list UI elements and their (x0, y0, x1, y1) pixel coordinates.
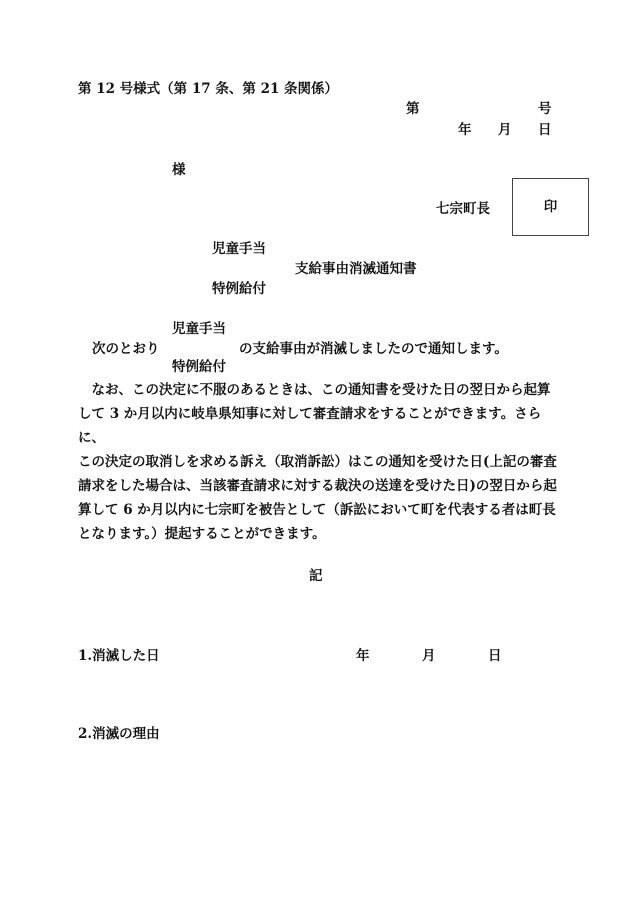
date-year: 年 (458, 122, 472, 138)
appeal-line: して 3 か月以内に岐阜県知事に対して審査請求をすることができます。さらに、 (78, 406, 542, 446)
item1-label: 1.消滅した日 (78, 648, 160, 664)
seal-label: 印 (543, 199, 558, 215)
item2-label: 2.消滅の理由 (78, 726, 160, 742)
form-header: 第 12 号様式（第 17 条、第 21 条関係） (78, 81, 339, 97)
title-option-lower: 特例給付 (212, 281, 266, 297)
notice-lead: 次のとおり (92, 341, 160, 357)
appeal-line: 算して 6 か月以内に七宗町を被告として（訴訟において町を代表する者は町長 (78, 502, 556, 518)
page-title: 支給事由消滅通知書 (295, 261, 417, 277)
issuer-name: 七宗町長 (436, 201, 490, 217)
seal-box (512, 178, 589, 236)
appeal-line: この決定の取消しを求める訴え（取消訴訟）はこの通知を受けた日(上記の審査 (78, 454, 557, 470)
document-number-suffix: 号 (538, 101, 552, 117)
date-day: 日 (538, 122, 552, 138)
appeal-line: 請求をした場合は、当該審査請求に対する裁決の送達を受けた日)の翌日から起 (78, 478, 557, 494)
notice-option-lower: 特例給付 (172, 359, 226, 375)
item1-year: 年 (356, 648, 370, 664)
appeal-line: なお、この決定に不服のあるときは、この通知書を受けた日の翌日から起算 (78, 382, 551, 398)
notice-tail: の支給事由が消滅しましたので通知します。 (239, 341, 508, 357)
title-option-upper: 児童手当 (212, 241, 266, 257)
addressee-honorific: 様 (172, 162, 186, 178)
ki-heading: 記 (309, 568, 323, 584)
appeal-line: となります。）提起することができます。 (78, 526, 326, 542)
item1-month: 月 (422, 648, 436, 664)
item1-day: 日 (488, 648, 502, 664)
appeal-paragraph (78, 378, 558, 546)
date-month: 月 (498, 122, 512, 138)
document-number-prefix: 第 (406, 101, 420, 117)
notice-option-upper: 児童手当 (172, 321, 226, 337)
